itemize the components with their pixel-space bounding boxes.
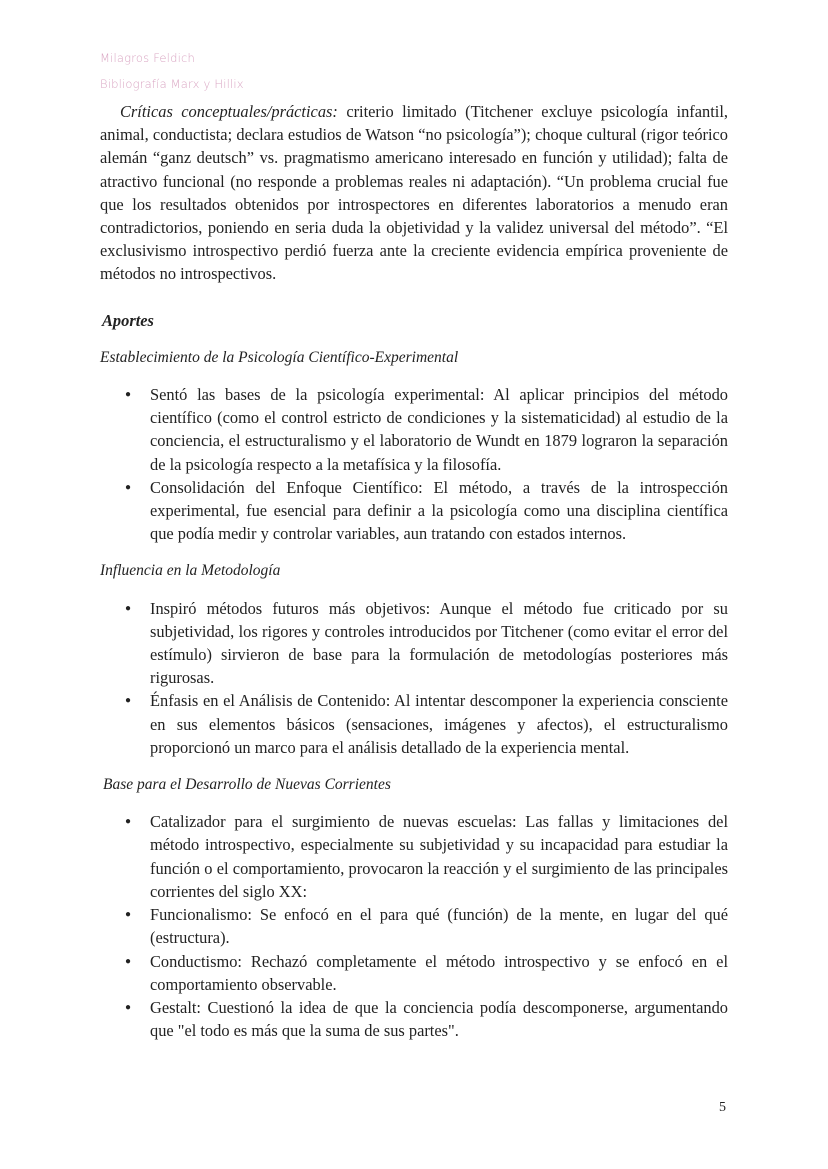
- intro-text: criterio limitado (Titchener excluye psicología infantil, animal, conductista; declara estudios de Watson “no psicología”); choque cultural (rigor teórico alemán “ganz deutsch” vs. pragmatismo americano interesado en función y utilidad); falta de atractivo funcional (no responde a problemas reales ni adaptación). “Un problema crucial fue que los resultados obtenidos por introspectores en diferentes laboratorios a menudo eran contradictorios, poniendo en seria duda la objetividad y la validez universal del método”. “El exclusivismo introspectivo perdió fuerza ante la creciente evidencia empírica proveniente de métodos no introspectivos.: [100, 102, 728, 284]
- list-item: ● Énfasis en el Análisis de Contenido: Al intentar descomponer la experiencia consciente en sus elementos básicos (sensaciones, imágenes y afectos), el estructuralismo proporcionó un marco para el análisis detallado de la experiencia mental.: [150, 689, 728, 759]
- subsection-title: Base para el Desarrollo de Nuevas Corrientes: [103, 776, 391, 794]
- list-item: ● Consolidación del Enfoque Científico: El método, a través de la introspección experimental, fue esencial para definir a la psicología como una disciplina científica que podía medir y controlar variables, aun tratando con estados internos.: [150, 476, 728, 546]
- bullet-list: [100, 383, 728, 545]
- page-number: 5: [719, 1100, 726, 1115]
- list-item: ● Catalizador para el surgimiento de nuevas escuelas: Las fallas y limitaciones del método introspectivo, especialmente su subjetividad y su incapacidad para estudiar la función o el comportamiento, provocaron la reacción y el surgimiento de las principales corrientes del siglo XX:: [150, 810, 728, 903]
- list-item: ● Funcionalismo: Se enfocó en el para qué (función) de la mente, en lugar del qué (estructura).: [150, 903, 728, 949]
- bullet-list: [100, 597, 728, 759]
- header-author: Milagros Feldich: [100, 51, 195, 65]
- list-item: ● Conductismo: Rechazó completamente el método introspectivo y se enfocó en el comportamiento observable.: [150, 950, 728, 996]
- list-item: ● Gestalt: Cuestionó la idea de que la conciencia podía descomponerse, argumentando que "el todo es más que la suma de sus partes".: [150, 996, 728, 1042]
- subsection-title: Influencia en la Metodología: [100, 562, 281, 580]
- list-item: ● Sentó las bases de la psicología experimental: Al aplicar principios del método científico (como el control estricto de condiciones y la sistematicidad) al estudio de la conciencia, el estructuralismo y el laboratorio de Wundt en 1879 lograron la separación de la psicología respecto a la metafísica y la filosofía.: [150, 383, 728, 476]
- document-body: [100, 100, 728, 1042]
- list-item: ● Inspiró métodos futuros más objetivos: Aunque el método fue criticado por su subjetividad, los rigores y controles introducidos por Titchener (como evitar el error del estímulo) sirvieron de base para la formulación de metodologías posteriores más rigurosas.: [150, 597, 728, 690]
- header-bibliography: Bibliografía Marx y Hillix: [100, 77, 244, 91]
- intro-paragraph: [100, 100, 728, 286]
- bullet-list: [100, 810, 728, 1042]
- section-title: Aportes: [102, 310, 154, 330]
- intro-label: Críticas conceptuales/prácticas:: [120, 102, 338, 121]
- subsection-title: Establecimiento de la Psicología Científico-Experimental: [100, 348, 459, 366]
